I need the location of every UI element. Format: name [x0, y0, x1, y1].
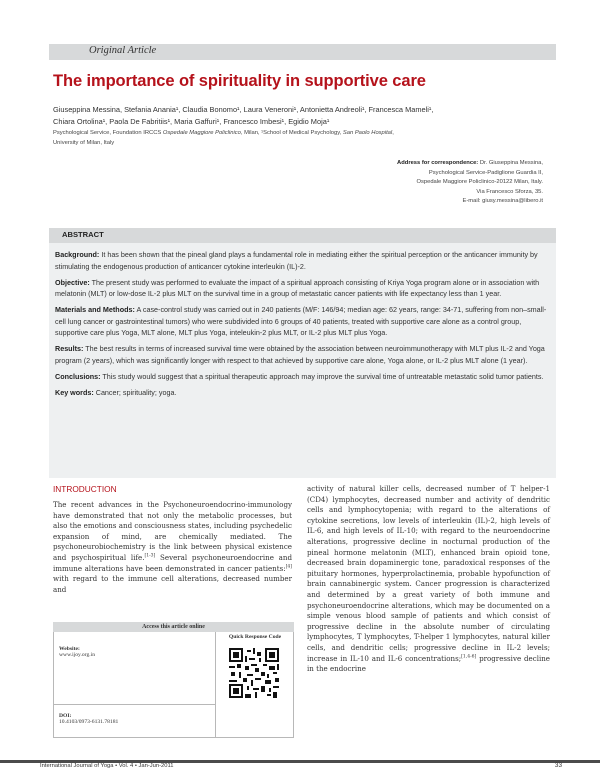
results-text: The best results in terms of increased survival time were obtained by the association between neuroimmunotherapy with MLT plus IL-2 and Yoga program (2 years), which was significantly longer with respect to that achieved by supportive care alone, Yoga alone, or IL-2 plus MLT alone (1 year).	[55, 344, 545, 365]
intro-paragraph-right	[307, 484, 550, 675]
doi-link[interactable]: 10.4103/0973-6131.78181	[59, 719, 119, 725]
correspondence-email[interactable]: E-mail: giusy.messina@libero.it	[462, 198, 543, 205]
website-link[interactable]: www.ijoy.org.in	[59, 652, 95, 658]
qr-code-icon[interactable]	[229, 648, 279, 698]
website-label: Website:	[59, 646, 80, 652]
access-box-divider	[215, 632, 216, 737]
affiliation-text: Psychological Service, Foundation IRCCS	[53, 130, 163, 136]
correspondence-label: Address for correspondence:	[397, 160, 479, 166]
abstract-methods	[55, 304, 551, 339]
article-type: Original Article	[89, 45, 157, 56]
intro-right-column	[307, 484, 550, 675]
intro-paragraph-left	[53, 500, 292, 595]
abstract-background	[55, 249, 551, 272]
correspondence-line-3: Ospedale Maggiore Policlinico-20122 Milan, Italy.	[416, 179, 543, 186]
intro-text-3: with regard to the immune cell alterations, decreased number and	[53, 574, 292, 594]
abstract-keywords	[55, 387, 551, 399]
journal-footer: International Journal of Yoga • Vol. 4 • Jan-Jun-2011	[40, 763, 174, 769]
correspondence-name: Dr. Giuseppina Messina,	[478, 160, 543, 166]
author-list	[53, 104, 573, 128]
intro-text-4: activity of natural killer cells, decreased number of T helper-1 (CD4) lymphocytes, decreased number and activity of dendritic cells and lymphocytopenia; with regard to the alterations of cytokine secretions, low levels of interleukin (IL)-2, high levels of IL-6, and high levels of IL-10; with regard to the neuroendocrine alterations, progressive decline in nocturnal production of the pineal hormone melatonin (MLT), enhanced brain opioid tone, decreased brain dopaminergic tone, paradoxical responses of the pituitary hormones, hyperprolactinemia, probable hypofunction of brain cannabinergic system. Cancer progression is characterized and determined by a great variety of both immune and psychoneuroendocrine alterations, which may be documented on a simple venous blood sample of patients and which consist of progressive decline in the absolute number of circulating lymphocytes, T lymphocytes, T-helper 1 lymphocytes, natural killer cells, and dendritic cells; progressive decline in IL-2 levels; increase in IL-10 and IL-6 concentrations;	[307, 484, 550, 663]
authors-line-1: Giuseppina Messina, Stefania Anania¹, Claudia Bonomo¹, Laura Veneroni¹, Antonietta Andreoli¹, Francesca Mameli¹,	[53, 105, 434, 114]
abstract-text	[55, 249, 551, 403]
citation[interactable]: [1-3]	[144, 553, 156, 559]
correspondence-address	[243, 159, 543, 207]
intro-text-5: progressive decline in the endocrine	[307, 653, 550, 674]
affiliation-text-2: , Milan, ¹School of Medical Psychology,	[240, 130, 343, 136]
access-box-heading: Access this article online	[53, 622, 294, 632]
keywords-text: Cancer; spirituality; yoga.	[93, 387, 177, 397]
article-type-banner	[49, 44, 556, 60]
correspondence-line-2: Psychological Service-Padiglione Guardia II,	[428, 169, 543, 176]
conclusions-label: Conclusions:	[55, 371, 101, 381]
intro-text-2: Several psychoneuroendocrine and immune alterations have been demonstrated in cancer patients:	[53, 552, 292, 573]
objective-label: Objective:	[55, 277, 90, 287]
keywords-label: Key words:	[55, 387, 94, 397]
affiliation-hospital-1: Ospedale Maggiore Policlinico	[162, 130, 241, 136]
authors-line-2: Chiara Ortolina¹, Paola De Fabritiis¹, Maria Gaffuri¹, Francesco Imbesi¹, Egidio Moja¹	[53, 117, 330, 126]
affiliation-university: University of Milan, Italy	[53, 140, 115, 146]
abstract-heading: ABSTRACT	[62, 230, 104, 239]
methods-label: Materials and Methods:	[55, 305, 135, 315]
intro-text-1: The recent advances in the Psychoneuroendocrino-immunology have demonstrated that not only the metabolic processes, but also the emotions and consciousness states, including psychedelic expansion of mind, are chemically mediated. The psychoneurobiochemistry is the link between physical existence and psychospiritual life.	[53, 500, 292, 562]
affiliation-hospital-2: San Paolo Hospital	[342, 130, 393, 136]
abstract-objective	[55, 277, 551, 300]
access-box-divider	[54, 704, 215, 705]
objective-text: The present study was performed to evaluate the impact of a spiritual approach consisting of Kriya Yoga program alone or in association with melatonin (MLT) or low-dose IL-2 plus MLT on the survival time in a group of metastatic cancer patients with life expectancy less than 1 year.	[55, 277, 540, 299]
doi-label: DOI:	[59, 713, 72, 719]
citation[interactable]: [1,4-6]	[461, 654, 477, 660]
background-label: Background:	[55, 250, 100, 259]
citation[interactable]: [4]	[285, 564, 292, 570]
correspondence-line-4: Via Francesco Sforza, 35.	[476, 188, 543, 195]
abstract-results	[55, 343, 551, 366]
abstract-conclusions	[55, 371, 551, 383]
abstract-header	[49, 228, 556, 243]
page-number: 33	[554, 762, 562, 769]
intro-left-column	[53, 500, 292, 595]
website-block	[59, 646, 209, 658]
affiliation-comma: ,	[392, 130, 394, 136]
background-text: It has been shown that the pineal gland plays a fundamental role in mediating either the spiritual perception or the anticancer immunity by stimulating the endogenous production of anticancer cytokine interleukin (IL)-2.	[55, 250, 538, 271]
article-title: The importance of spirituality in supportive care	[53, 72, 426, 90]
methods-text: A case-control study was carried out in 240 patients (M/F: 146/94; median age: 62 years, range: 34-71, suffering from non–small-cell lung cancer or gastrointestinal tumors) who were subdivided into 6 groups of 40 patients, treated with supportive care alone as a control group, supportive care plus Yoga, MLT alone, MLT plus Yoga, inteleukin-2 plus MLT, or IL-2 plus MLT plus Yoga.	[55, 305, 547, 338]
qr-code-label: Quick Response Code	[228, 634, 282, 640]
results-label: Results:	[55, 344, 84, 354]
conclusions-text: This study would suggest that a spiritual therapeutic approach may improve the survival time of untreatable metastatic solid tumor patients.	[100, 371, 544, 381]
introduction-heading: INTRODUCTION	[53, 484, 117, 494]
doi-block	[59, 713, 209, 725]
affiliations	[53, 128, 573, 148]
